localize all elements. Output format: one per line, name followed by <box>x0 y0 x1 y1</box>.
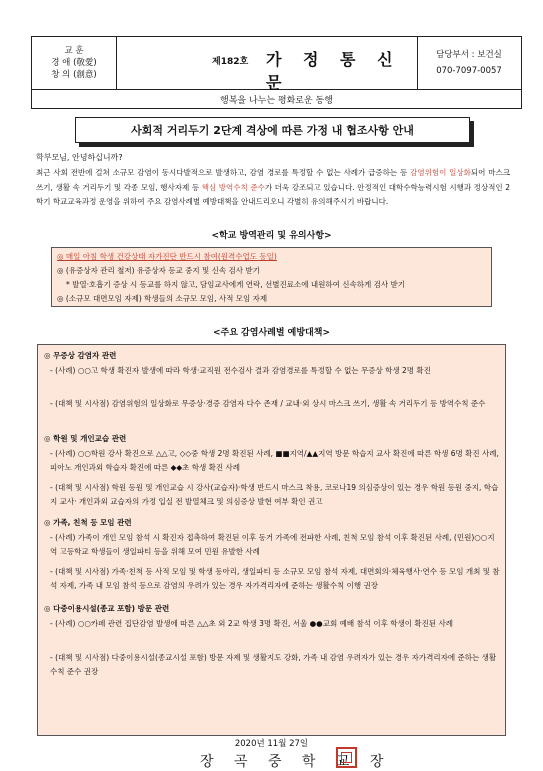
category-heading: ◎ 다중이용시설(종교 포함) 방문 관련 <box>44 604 170 613</box>
item-label: - (사례) <box>50 366 76 375</box>
newsletter-title: 가 정 통 신 문 <box>266 50 401 92</box>
item-label: - (사례) <box>50 449 76 458</box>
principal-signature: 장 곡 중 학 교 장 <box>200 754 392 770</box>
item-text: ○○학원 강사 확진으로 △△고, ◇◇중 학생 2명 확진된 사례, ■■지역/▲▲지역 방문 학습지 교사 확진에 따른 학생 6명 확진 사례, 피아노 개인과외 학습자 확진에 따른 ◆◆초 학생 확진 사례 <box>50 449 499 472</box>
category-heading: ◎ 학원 및 개인교습 관련 <box>44 434 127 443</box>
item-text: ○○카페 관련 집단감염 발생에 따른 △△초 외 2교 학생 3명 확진, 서울 ●●교회 예배 참석 이후 학생이 확진된 사례 <box>77 619 453 628</box>
item-label: - (대책 및 시사점) <box>50 567 110 576</box>
motto-line: 경 애 (敬愛) <box>51 58 97 68</box>
item-label: - (사례) <box>50 533 76 542</box>
section-title: <학교 방역관리 및 유의사항> <box>211 231 332 241</box>
school-guidelines-box <box>51 247 492 307</box>
contact-cell <box>417 37 521 89</box>
measure-item <box>50 651 500 679</box>
intro-text: 최근 사회 전반에 걸쳐 소규모 감염이 동시다발적으로 발생하고, 감염 경로를 특정할 수 없는 사례가 급증하는 등 <box>36 168 411 177</box>
measure-item <box>50 397 500 411</box>
official-seal-icon <box>336 747 357 768</box>
intro-text: 가 더욱 강조되고 있습니다. 안정적인 대학수학능력시험 시행과 정상적인 2학기 학교교육과정 운영을 위하여 주요 감염사례별 예방대책을 안내드리오니 각별히 유의해주시기 바랍니다. <box>36 182 511 206</box>
item-label: - (대책 및 시사점) <box>50 653 110 662</box>
measure-item <box>50 481 500 509</box>
slogan: 행복을 나누는 평화로운 동행 <box>220 95 333 106</box>
category-heading: ◎ 가족, 친척 등 모임 관련 <box>44 518 132 527</box>
intro-highlight: 핵심 방역수칙 준수 <box>201 182 265 192</box>
guideline-note: * 발열·호흡기 증상 시 등교를 하지 않고, 담임교사에게 연락, 선별진료소에 내원하여 신속하게 검사 받기 <box>66 280 405 289</box>
slogan-bar <box>31 90 522 109</box>
department: 담당부서 : 보건실 <box>436 50 502 60</box>
item-text: 다중이용시설(종교시설 포함) 방문 자제 및 생활지도 강화, 가족 내 감염 우려자가 있는 경우 자가격리자에 준하는 생활수칙 준수 권장 <box>50 653 497 676</box>
guideline-line: ◎ (소규모 대면모임 자제) 학생들의 소규모 모임, 사적 모임 자제 <box>57 294 268 303</box>
motto-line: 창 의 (創意) <box>51 70 97 80</box>
greeting: 학부모님, 안녕하십니까? <box>36 153 123 162</box>
phone-number: 070-7097-0057 <box>436 66 502 76</box>
item-text: 가족이 개인 모임 참석 시 확진자 접촉하여 확진된 이후 동거 가족에 전파한 사례, 친척 모임 참석 이후 확진된 사례, (민원)○○지역 고등학교 학생들이 생일파티 등을 위해 모여 민원 유발한 사례 <box>50 533 495 556</box>
category-heading: ◎ 무증상 감염자 관련 <box>44 351 117 360</box>
item-text: 가족·친척 등 사적 모임 및 학생 동아리, 생일파티 등 소규모 모임 참석 자제, 대면회의·체육행사·연수 등 모임 개최 및 참석 자제, 가족 내 모임 참석 등으로 감염의 우려가 있는 경우 자가격리자에 준하는 생활수칙 이행 권장 <box>50 567 500 590</box>
case-item <box>50 364 500 378</box>
item-text: 감염위험의 일상화로 무증상·경증 감염자 다수 존재 / 교내·외 상시 마스크 쓰기, 생활 속 거리두기 등 방역수칙 준수 <box>111 399 486 408</box>
guideline-line: ◎ 매일 아침 학생 건강상태 자가진단 반드시 참여(원격수업도 동일) <box>57 252 277 261</box>
intro-highlight: 감염위험이 일상화 <box>410 168 471 177</box>
guideline-line: ◎ (유증상자 관리 철저) 유증상자 등교 중지 및 신속 검사 받기 <box>57 266 260 275</box>
main-title-box <box>75 117 470 143</box>
issue-number: 제182호 <box>212 57 249 67</box>
school-motto-cell <box>32 37 117 89</box>
prevention-measures-box <box>37 344 506 736</box>
case-item <box>50 531 500 559</box>
issue-date: 2020년 11월 27일 <box>234 739 309 749</box>
header-table <box>31 36 522 90</box>
main-title: 사회적 거리두기 2단계 격상에 따른 가정 내 협조사항 안내 <box>131 124 414 137</box>
measure-item <box>50 565 500 593</box>
section-title: <주요 감염사례별 예방대책> <box>213 328 330 338</box>
intro-text: 되어 마스크 쓰기, 생활 속 거리두기 및 각종 모임, 행사자제 등 <box>36 168 511 192</box>
motto-line: 교 훈 <box>64 46 84 56</box>
case-item <box>50 447 500 475</box>
item-label: - (대책 및 시사점) <box>50 483 110 492</box>
case-item <box>50 617 500 631</box>
item-text: 학원 등원 및 개인교습 시 강사(교습자)·학생 반드시 마스크 착용, 코로나19 의심증상이 있는 경우 학원 등원 중지, 학습지 교사· 개인과외 교습자의 가정 입실 전 발열체크 및 의심증상 발현 여부 확인 권고 <box>50 483 499 506</box>
item-label: - (대책 및 시사점) <box>50 399 110 408</box>
item-label: - (사례) <box>50 619 76 628</box>
item-text: ○○고 학생 확진자 발생에 따라 학생·교직원 전수검사 결과 감염경로를 특정할 수 없는 무증상 학생 2명 확진 <box>77 366 431 375</box>
title-cell <box>116 37 418 92</box>
intro-paragraph <box>36 166 510 210</box>
